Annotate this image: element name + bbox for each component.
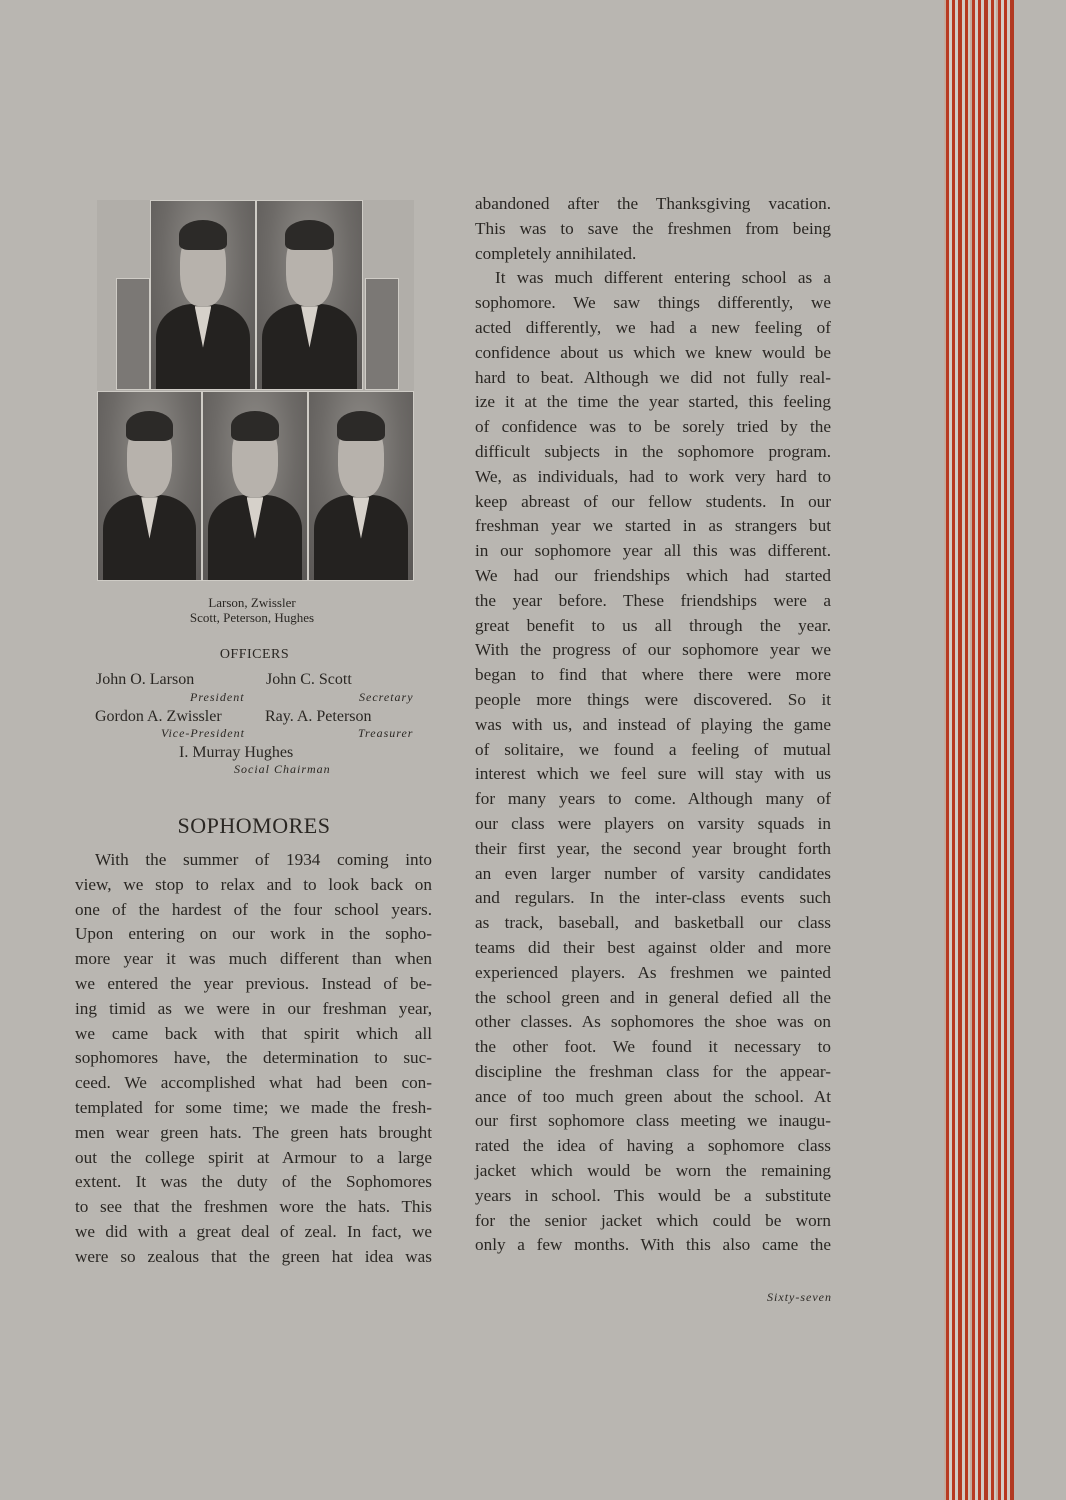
article-line: great benefit to us all through the year.	[475, 615, 831, 635]
officer-role: Social Chairman	[234, 762, 331, 776]
article-line: extent. It was the duty of the Sophomores	[75, 1172, 432, 1192]
article-line: years in school. This would be a substitute	[475, 1185, 831, 1205]
decorative-stripe-border	[944, 0, 1014, 1500]
article-line: acted differently, we had a new feeling of	[475, 317, 831, 337]
article-line: our class were players on varsity squads in	[475, 813, 831, 833]
officer-name: John C. Scott	[266, 671, 352, 688]
article-line: It was much different entering school as a	[495, 268, 831, 288]
article-line: and regulars. In the inter-class events such	[475, 888, 831, 908]
article-line: one of the hardest of the four school years.	[75, 899, 432, 919]
page-number: Sixty-seven	[767, 1290, 832, 1304]
portrait-scott	[97, 391, 202, 581]
article-line: We had our friendships which had started	[475, 565, 831, 585]
officer-name: Gordon A. Zwissler	[95, 708, 222, 725]
article-line: for many years to come. Although many of	[475, 789, 831, 809]
article-line: more year it was much different than when	[75, 949, 432, 969]
article-line: ing timid as we were in our freshman year,	[75, 998, 432, 1018]
article-line: view, we stop to relax and to look back on	[75, 874, 432, 894]
portrait-larson	[150, 200, 256, 390]
article-line: other classes. As sophomores the shoe was on	[475, 1012, 831, 1032]
article-column-right	[475, 192, 831, 1258]
article-line: men wear green hats. The green hats brought	[75, 1122, 432, 1142]
article-line: ceed. We accomplished what had been con-	[75, 1073, 432, 1093]
article-line: we entered the year previous. Instead of be-	[75, 973, 432, 993]
article-line: we did with a great deal of zeal. In fact, we	[75, 1221, 432, 1241]
article-title: SOPHOMORES	[177, 813, 331, 838]
officer-photo-collage	[97, 200, 414, 581]
photo-caption-line-2: Scott, Peterson, Hughes	[189, 610, 315, 625]
article-line: we came back with that spirit which all	[75, 1023, 432, 1043]
officer-name: John O. Larson	[96, 671, 195, 688]
article-line: ize it at the time the year started, this feeling	[475, 392, 831, 412]
article-line: teams did their best against older and more	[475, 937, 831, 957]
article-line: only a few months. With this also came the	[475, 1235, 831, 1255]
article-line: our first sophomore class meeting we inaugu-	[475, 1111, 831, 1131]
officer-name: I. Murray Hughes	[179, 744, 294, 761]
article-line: people more things were discovered. So it	[475, 689, 831, 709]
article-line: difficult subjects in the sophomore program.	[475, 441, 831, 461]
portrait-hughes	[308, 391, 414, 581]
article-line: completely annihilated.	[475, 243, 637, 263]
article-line: to see that the freshmen wore the hats. This	[75, 1197, 432, 1217]
officer-name: Ray. A. Peterson	[265, 708, 372, 725]
article-line: This was to save the freshmen from being	[475, 218, 831, 238]
article-line: We, as individuals, had to work very hard to	[475, 466, 831, 486]
officer-role: Secretary	[359, 690, 414, 704]
article-line: sophomore. We saw things differently, we	[475, 293, 831, 313]
article-line: as track, baseball, and basketball our class	[475, 913, 831, 933]
article-line: began to find that where there were more	[475, 665, 831, 685]
article-line: Upon entering on our work in the sopho-	[75, 924, 432, 944]
article-line: keep abreast of our fellow students. In our	[475, 491, 831, 511]
article-line: interest which we feel sure will stay with us	[475, 764, 831, 784]
photo-caption-line-1: Larson, Zwissler	[208, 595, 296, 610]
article-line: out the college spirit at Armour to a large	[75, 1147, 432, 1167]
article-line: their first year, the second year brought forth	[475, 838, 831, 858]
article-line: sophomores have, the determination to suc-	[75, 1048, 432, 1068]
officer-role: Treasurer	[358, 726, 414, 740]
officer-role: President	[190, 690, 245, 704]
article-line: experienced players. As freshmen we painted	[475, 962, 831, 982]
article-line: the year before. These friendships were a	[475, 590, 831, 610]
article-line: of solitaire, we found a feeling of mutual	[475, 739, 831, 759]
article-line: With the summer of 1934 coming into	[95, 850, 432, 869]
article-line: was with us, and instead of playing the game	[475, 714, 831, 734]
article-line: the other foot. We found it necessary to	[475, 1037, 831, 1057]
decorative-panel-left	[116, 278, 150, 390]
decorative-panel-right	[365, 278, 399, 390]
article-line: for the senior jacket which could be worn	[475, 1210, 831, 1230]
article-line: in our sophomore year all this was different.	[475, 541, 831, 561]
portrait-peterson	[202, 391, 308, 581]
article-line: of confidence was to be sorely tried by the	[475, 417, 831, 437]
article-line: hard to beat. Although we did not fully real-	[475, 367, 831, 387]
article-line: freshman year we started in as strangers but	[475, 516, 831, 536]
article-line: confidence about us which we knew would be	[475, 342, 831, 362]
article-line: jacket which would be worn the remaining	[475, 1161, 831, 1181]
article-line: an even larger number of varsity candidates	[475, 863, 831, 883]
article-line: rated the idea of having a sophomore class	[475, 1136, 831, 1156]
article-line: the school green and in general defied all the	[475, 987, 831, 1007]
article-line: ance of too much green about the school. At	[475, 1086, 831, 1106]
officer-role: Vice-President	[161, 726, 245, 740]
article-line: With the progress of our sophomore year we	[475, 640, 831, 660]
article-line: templated for some time; we made the fresh-	[75, 1097, 432, 1117]
article-line: were so zealous that the green hat idea was	[75, 1246, 432, 1266]
officers-heading: OFFICERS	[219, 647, 290, 662]
article-line: abandoned after the Thanksgiving vacation.	[475, 194, 831, 213]
portrait-zwissler	[256, 200, 363, 390]
article-column-left	[75, 848, 432, 1270]
article-line: discipline the freshman class for the appear-	[475, 1061, 831, 1081]
